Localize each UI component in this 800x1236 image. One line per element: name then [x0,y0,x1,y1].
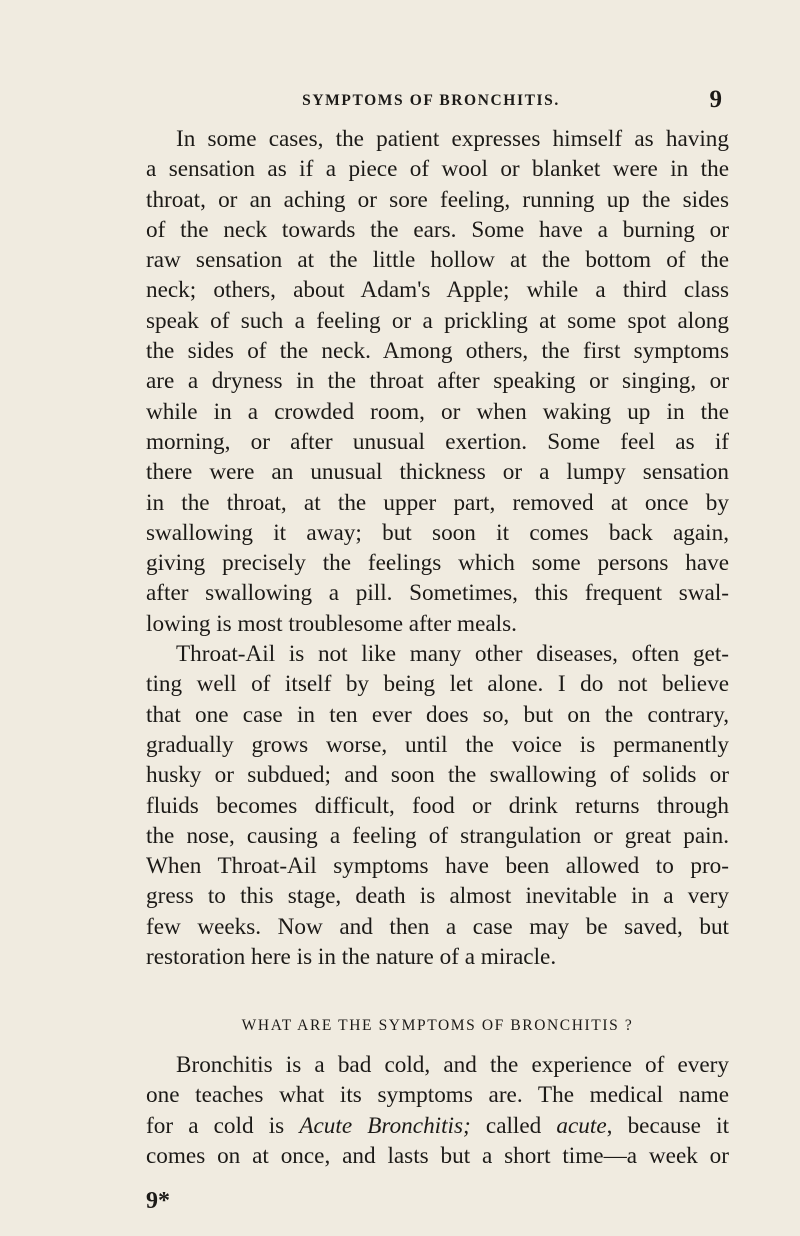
text-line: a sensation as if a piece of wool or blanket were in the [146,156,729,183]
text-line: while in a crowded room, or when waking up in the [146,398,729,425]
page-number: 9 [709,86,722,113]
signature-mark: 9* [146,1188,170,1214]
text-line: fluids becomes difficult, food or drink returns through [146,792,729,819]
text-line: raw sensation at the little hollow at the bottom of the [146,247,729,274]
text-line: In some cases, the patient expresses himself as having [176,126,729,152]
text-line: swallowing it away; but soon it comes back again, [146,519,729,546]
text-run: called [470,1112,557,1139]
text-line: gress to this stage, death is almost inevitable in a very [146,883,729,910]
paragraph-3 [146,1050,729,1171]
paragraph-2 [146,639,729,972]
text-line: comes on at once, and lasts but a short time—a week or [146,1142,729,1169]
text-line: throat, or an aching or sore feeling, running up the sides [146,186,729,213]
text-line: Bronchitis is a bad cold, and the experience of every [176,1052,729,1078]
text-line: giving precisely the feelings which some persons have [146,550,729,577]
text-line: in the throat, at the upper part, removed at once by [146,489,729,516]
text-line: of the neck towards the ears. Some have a burning or [146,216,729,243]
text-line: neck; others, about Adam's Apple; while a third class [146,277,729,304]
section-heading: WHAT ARE THE SYMPTOMS OF BRONCHITIS ? [241,1017,634,1034]
text-line: the sides of the neck. Among others, the first symptoms [146,338,729,365]
text-line: few weeks. Now and then a case may be saved, but [146,913,729,940]
text-line: the nose, causing a feeling of strangulation or great pain. [146,822,729,849]
text-line: Throat-Ail is not like many other diseases, often get- [176,641,729,668]
text-line: restoration here is in the nature of a miracle. [146,944,557,971]
text-line: there were an unusual thickness or a lumpy sensation [146,459,729,486]
text-line [146,1111,729,1141]
text-line: after swallowing a pill. Sometimes, this frequent swal- [146,580,729,607]
text-line: When Throat-Ail symptoms have been allowed to pro- [146,853,729,880]
running-title: SYMPTOMS OF BRONCHITIS. [302,92,560,109]
text-line: one teaches what its symptoms are. The medical name [146,1082,729,1109]
body-text [146,124,729,972]
text-run: , because it [606,1112,730,1139]
text-line: morning, or after unusual exertion. Some feel as if [146,428,729,455]
text-line: gradually grows worse, until the voice is permanently [146,731,729,758]
text-line: ting well of itself by being let alone. I do not believe [146,671,729,698]
text-line: lowing is most troublesome after meals. [146,610,517,637]
text-run: for a cold is [146,1112,300,1139]
running-head [146,86,722,120]
text-line: that one case in ten ever does so, but on the contrary, [146,701,729,728]
text-line: speak of such a feeling or a prickling at some spot along [146,307,729,334]
text-line: are a dryness in the throat after speaking or singing, or [146,368,729,395]
italic-term: Acute Bronchitis; [299,1112,471,1139]
text-line: husky or subdued; and soon the swallowing of solids or [146,762,729,789]
paragraph-1 [146,124,729,639]
italic-term: acute [556,1112,607,1139]
